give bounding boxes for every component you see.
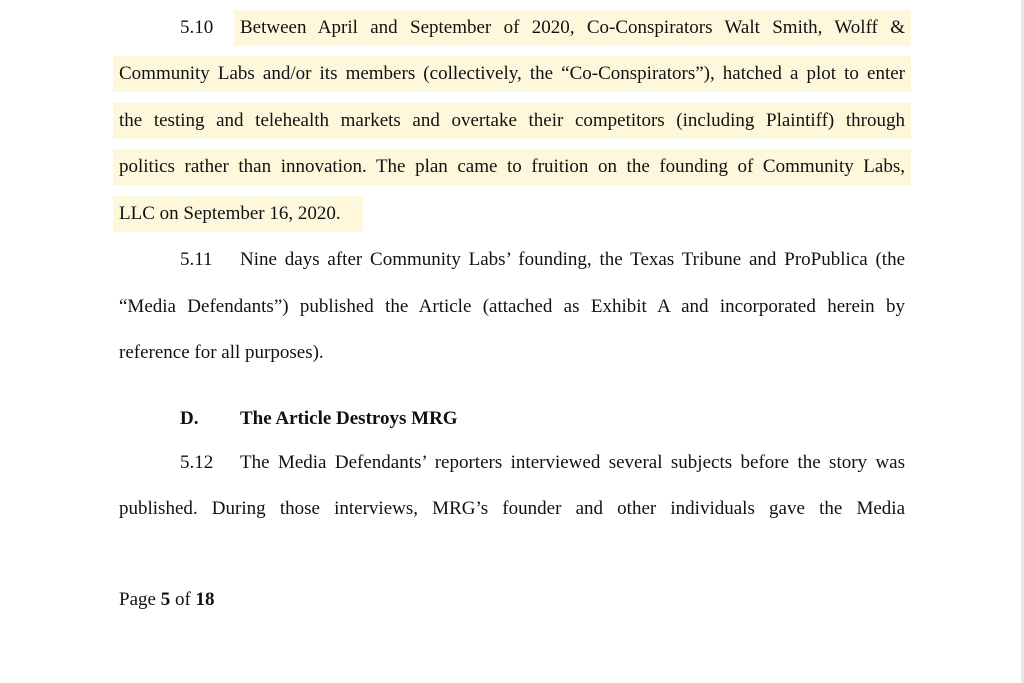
paragraph-line: published. During those interviews, MRG’s founder and other individuals gave the Media <box>119 498 905 519</box>
footer-total-pages: 18 <box>195 589 215 610</box>
footer-prefix: Page <box>119 589 156 610</box>
footer-of: of <box>174 589 191 610</box>
paragraph-line: Community Labs and/or its members (collectively, the “Co-Conspirators”), hatched a plot to enter <box>119 63 905 84</box>
paragraph-line: The Media Defendants’ reporters interviewed several subjects before the story was <box>240 452 905 473</box>
paragraph-number: 5.10 <box>180 17 214 38</box>
section-letter: D. <box>180 408 199 429</box>
paragraph-line: reference for all purposes). <box>119 342 324 363</box>
paragraph-number: 5.11 <box>180 249 213 270</box>
paragraph-number: 5.12 <box>180 452 214 473</box>
paragraph-line: Nine days after Community Labs’ founding, the Texas Tribune and ProPublica (the <box>240 249 905 270</box>
paragraph-line: politics rather than innovation. The plan came to fruition on the founding of Community Labs, <box>119 156 905 177</box>
paragraph-line: LLC on September 16, 2020. <box>119 203 341 224</box>
paragraph-line: Between April and September of 2020, Co-Conspirators Walt Smith, Wolff & <box>240 17 905 38</box>
page-footer <box>119 588 215 612</box>
paragraph-line: “Media Defendants”) published the Article (attached as Exhibit A and incorporated herein by <box>119 296 905 317</box>
footer-current-page: 5 <box>160 589 171 610</box>
paragraph-line: the testing and telehealth markets and overtake their competitors (including Plaintiff) through <box>119 110 905 131</box>
section-title: The Article Destroys MRG <box>240 408 458 429</box>
